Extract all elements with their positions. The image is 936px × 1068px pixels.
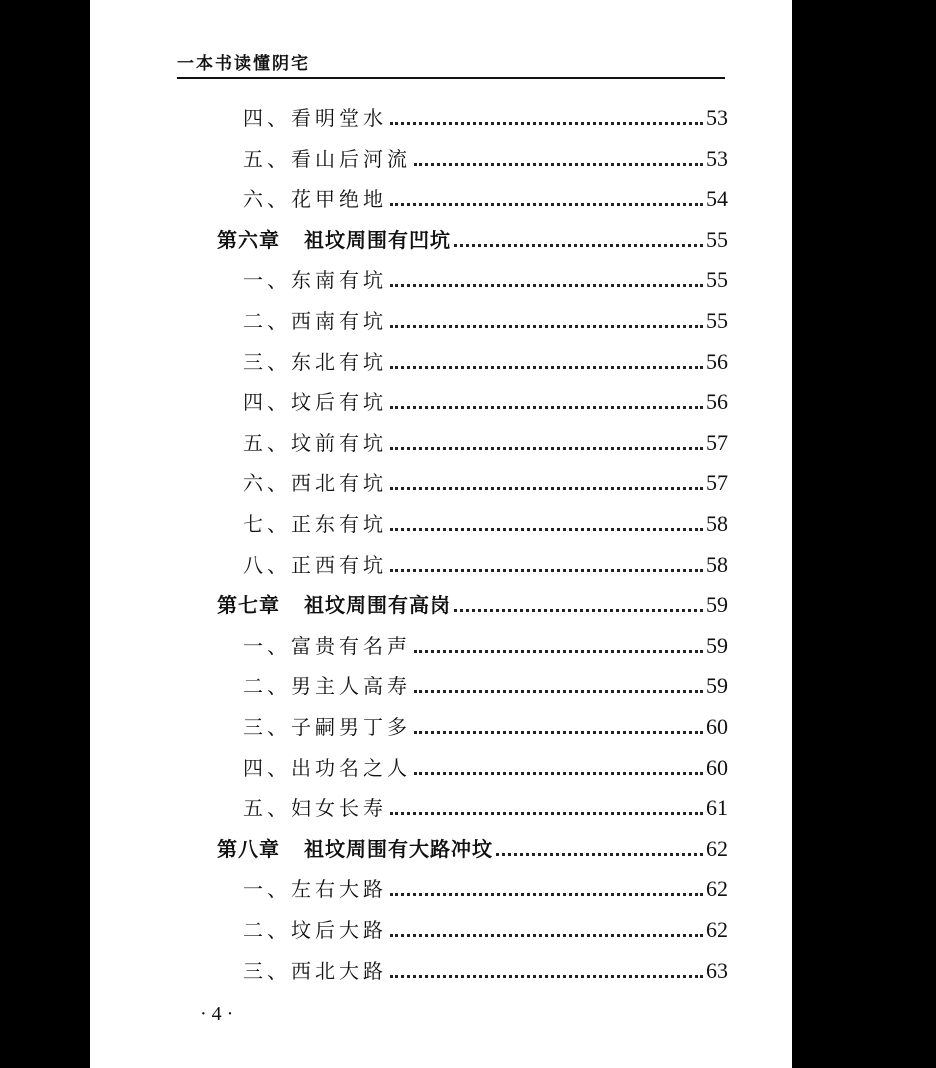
dot-leader: [390, 975, 703, 978]
toc-entry[interactable]: [243, 500, 728, 536]
toc-entry-title: 西北有坑: [291, 471, 387, 496]
toc-entry-title: 妇女长寿: [291, 796, 387, 821]
toc-entry-page: 62: [706, 876, 728, 902]
toc-entry-title: 西南有坑: [291, 309, 387, 333]
toc-entry[interactable]: [243, 94, 728, 130]
toc-entry[interactable]: [243, 865, 728, 901]
toc-entry-title: 子嗣男丁多: [291, 715, 411, 739]
dot-leader: [414, 772, 703, 775]
toc-entry-page: 58: [706, 511, 728, 536]
toc-entry-number: 三、: [243, 958, 291, 983]
toc-entry[interactable]: [243, 378, 728, 414]
dot-leader: [454, 244, 703, 247]
toc-entry-number: 三、: [243, 715, 291, 739]
toc-entry-title: 看山后河流: [291, 146, 411, 171]
toc-chapter-entry[interactable]: [217, 825, 728, 861]
toc-entry-number: 五、: [243, 146, 291, 171]
toc-entry-number: 一、: [243, 268, 291, 293]
toc-entry-number: 六、: [243, 471, 291, 496]
toc-entry-number: 三、: [243, 349, 291, 374]
toc-entry-page: 62: [706, 835, 728, 861]
toc-entry[interactable]: [243, 419, 728, 455]
toc-entry-number: 四、: [243, 755, 291, 780]
toc-entry-page: 56: [706, 389, 728, 415]
toc-entry-title: 男主人高寿: [291, 674, 411, 699]
toc-entry-number: 一、: [243, 877, 291, 902]
toc-entry[interactable]: [243, 703, 728, 739]
toc-entry[interactable]: [243, 622, 728, 658]
toc-entry-title: 看明堂水: [291, 106, 387, 130]
toc-entry-title: 正西有坑: [291, 552, 387, 577]
toc-entry-number: 四、: [243, 106, 291, 130]
header-rule: [177, 77, 725, 79]
book-page: [90, 0, 792, 1068]
toc-entry-title: 坟后大路: [291, 918, 387, 942]
toc-entry-page: 53: [706, 105, 728, 130]
toc-entry[interactable]: [243, 338, 728, 374]
toc-entry[interactable]: [243, 947, 728, 983]
toc-entry[interactable]: [243, 135, 728, 171]
toc-entry-number: 第七章: [217, 593, 280, 618]
toc-entry-page: 59: [706, 632, 728, 658]
toc-entry-title: 坟前有坑: [291, 430, 387, 455]
toc-entry[interactable]: [243, 541, 728, 577]
dot-leader: [390, 366, 703, 369]
toc-entry-number: 四、: [243, 390, 291, 415]
toc-entry-page: 59: [706, 592, 728, 618]
toc-entry-page: 56: [706, 348, 728, 374]
toc-entry-number: 七、: [243, 512, 291, 536]
dot-leader: [414, 731, 703, 734]
toc-entry-page: 54: [706, 186, 728, 212]
toc-entry-page: 60: [706, 714, 728, 739]
dot-leader: [390, 203, 703, 206]
toc-entry-page: 57: [706, 470, 728, 496]
toc-entry-number: 八、: [243, 552, 291, 577]
toc-entry-number: 第六章: [217, 227, 280, 252]
dot-leader: [390, 893, 703, 896]
toc-entry[interactable]: [243, 459, 728, 495]
toc-entry-page: 61: [706, 795, 728, 821]
toc-entry-number: 六、: [243, 187, 291, 212]
toc-entry-title: 祖坟周围有凹坑: [304, 227, 451, 252]
dot-leader: [414, 690, 703, 693]
toc-entry-number: 二、: [243, 918, 291, 942]
dot-leader: [390, 812, 703, 815]
running-head-title: 一本书读懂阴宅: [177, 54, 310, 74]
toc-entry-page: 58: [706, 551, 728, 577]
toc-entry-number: 二、: [243, 309, 291, 333]
toc-entry[interactable]: [243, 744, 728, 780]
toc-entry-page: 55: [706, 267, 728, 293]
dot-leader: [390, 447, 703, 450]
page-number: · 4 ·: [200, 1003, 234, 1025]
dot-leader: [390, 934, 703, 937]
toc-entry-page: 57: [706, 429, 728, 455]
dot-leader: [390, 528, 703, 531]
toc-entry-page: 62: [706, 917, 728, 942]
toc-entry-title: 花甲绝地: [291, 187, 387, 212]
toc-entry-number: 第八章: [217, 836, 280, 861]
toc-chapter-entry[interactable]: [217, 581, 728, 617]
toc-entry-title: 西北大路: [291, 958, 387, 983]
toc-entry-page: 55: [706, 226, 728, 252]
toc-entry-page: 60: [706, 754, 728, 780]
toc-entry[interactable]: [243, 256, 728, 292]
toc-entry-page: 55: [706, 308, 728, 333]
toc-entry-title: 祖坟周围有高岗: [304, 593, 451, 618]
toc-entry-title: 左右大路: [291, 877, 387, 902]
toc-entry-title: 富贵有名声: [291, 633, 411, 658]
toc-entry-number: 五、: [243, 796, 291, 821]
dot-leader: [390, 569, 703, 572]
toc-entry[interactable]: [243, 662, 728, 698]
toc-entry-number: 五、: [243, 430, 291, 455]
toc-entry-title: 出功名之人: [291, 755, 411, 780]
toc-entry[interactable]: [243, 297, 728, 333]
dot-leader: [390, 487, 703, 490]
dot-leader: [390, 122, 703, 125]
toc-entry-page: 53: [706, 145, 728, 171]
toc-entry-title: 正东有坑: [291, 512, 387, 536]
toc-entry-title: 东南有坑: [291, 268, 387, 293]
toc-entry[interactable]: [243, 784, 728, 820]
toc-entry-title: 祖坟周围有大路冲坟: [304, 836, 493, 861]
dot-leader: [390, 406, 703, 409]
toc-entry[interactable]: [243, 906, 728, 942]
toc-entry-title: 坟后有坑: [291, 390, 387, 415]
dot-leader: [454, 609, 703, 612]
dot-leader: [496, 853, 703, 856]
toc-entry-page: 59: [706, 673, 728, 699]
toc-entry-number: 一、: [243, 633, 291, 658]
toc-entry-page: 63: [706, 957, 728, 983]
dot-leader: [414, 163, 703, 166]
dot-leader: [390, 284, 703, 287]
toc-entry[interactable]: [243, 175, 728, 211]
toc-entry-number: 二、: [243, 674, 291, 699]
dot-leader: [390, 325, 703, 328]
toc-entry-title: 东北有坑: [291, 349, 387, 374]
dot-leader: [414, 650, 703, 653]
toc-chapter-entry[interactable]: [217, 216, 728, 252]
